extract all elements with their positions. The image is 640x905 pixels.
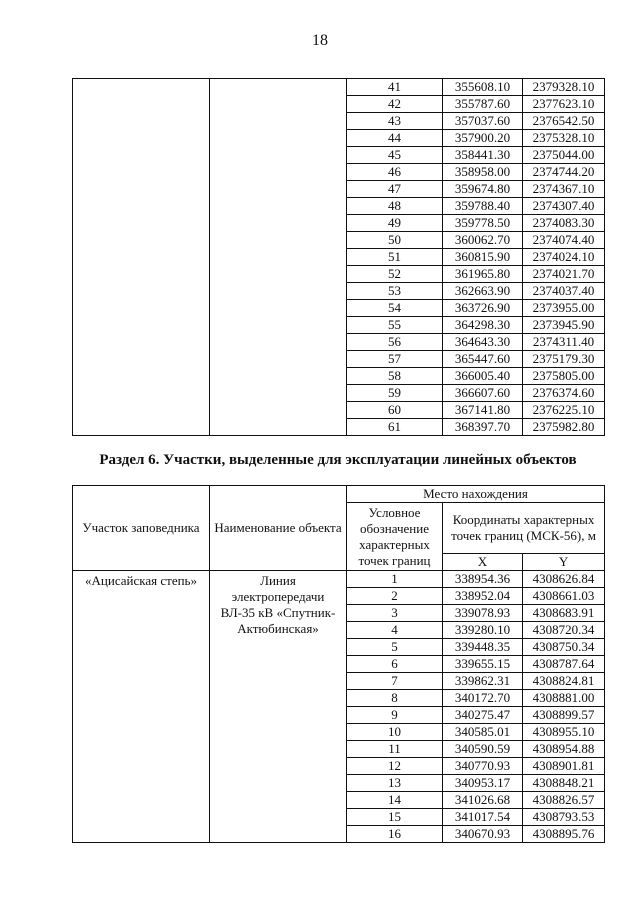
y-coordinate: 2379328.10: [523, 79, 605, 96]
linear-objects-table: [72, 485, 605, 843]
point-number: 41: [347, 79, 443, 96]
x-coordinate: 340770.93: [443, 758, 523, 775]
x-coordinate: 359778.50: [443, 215, 523, 232]
x-coordinate: 340953.17: [443, 775, 523, 792]
y-coordinate: 4308895.76: [523, 826, 605, 843]
x-coordinate: 340590.59: [443, 741, 523, 758]
point-number: 61: [347, 419, 443, 436]
header-object: Наименование объекта: [210, 486, 347, 571]
y-coordinate: 4308787.64: [523, 656, 605, 673]
x-coordinate: 368397.70: [443, 419, 523, 436]
x-coordinate: 358958.00: [443, 164, 523, 181]
y-coordinate: 4308954.88: [523, 741, 605, 758]
y-coordinate: 2375982.80: [523, 419, 605, 436]
y-coordinate: 2374311.40: [523, 334, 605, 351]
header-x: X: [443, 554, 523, 571]
point-number: 2: [347, 588, 443, 605]
x-coordinate: 339448.35: [443, 639, 523, 656]
point-number: 54: [347, 300, 443, 317]
x-coordinate: 339078.93: [443, 605, 523, 622]
plot-cell: [73, 79, 210, 436]
point-number: 47: [347, 181, 443, 198]
point-number: 59: [347, 385, 443, 402]
x-coordinate: 367141.80: [443, 402, 523, 419]
x-coordinate: 366607.60: [443, 385, 523, 402]
y-coordinate: 4308955.10: [523, 724, 605, 741]
x-coordinate: 364298.30: [443, 317, 523, 334]
point-number: 53: [347, 283, 443, 300]
x-coordinate: 359674.80: [443, 181, 523, 198]
header-y: Y: [523, 554, 605, 571]
x-coordinate: 364643.30: [443, 334, 523, 351]
y-coordinate: 2376542.50: [523, 113, 605, 130]
y-coordinate: 4308661.03: [523, 588, 605, 605]
x-coordinate: 338954.36: [443, 571, 523, 588]
y-coordinate: 2374307.40: [523, 198, 605, 215]
x-coordinate: 341017.54: [443, 809, 523, 826]
y-coordinate: 4308720.34: [523, 622, 605, 639]
point-number: 43: [347, 113, 443, 130]
point-number: 55: [347, 317, 443, 334]
y-coordinate: 4308793.53: [523, 809, 605, 826]
table-row: [73, 571, 605, 588]
x-coordinate: 355608.10: [443, 79, 523, 96]
point-number: 46: [347, 164, 443, 181]
x-coordinate: 341026.68: [443, 792, 523, 809]
x-coordinate: 339862.31: [443, 673, 523, 690]
x-coordinate: 366005.40: [443, 368, 523, 385]
y-coordinate: 2374083.30: [523, 215, 605, 232]
y-coordinate: 2374024.10: [523, 249, 605, 266]
x-coordinate: 340275.47: [443, 707, 523, 724]
point-number: 44: [347, 130, 443, 147]
y-coordinate: 2375805.00: [523, 368, 605, 385]
x-coordinate: 363726.90: [443, 300, 523, 317]
header-location: Место нахождения: [347, 486, 605, 503]
section-heading: Раздел 6. Участки, выделенные для эксплуатации линейных объектов: [99, 452, 577, 468]
point-number: 3: [347, 605, 443, 622]
y-coordinate: 4308881.00: [523, 690, 605, 707]
x-coordinate: 360815.90: [443, 249, 523, 266]
x-coordinate: 339280.10: [443, 622, 523, 639]
y-coordinate: 4308899.57: [523, 707, 605, 724]
page-number: 18: [312, 32, 328, 49]
point-number: 49: [347, 215, 443, 232]
x-coordinate: 365447.60: [443, 351, 523, 368]
y-coordinate: 4308901.81: [523, 758, 605, 775]
coordinates-table-continued: [72, 78, 605, 436]
point-number: 8: [347, 690, 443, 707]
point-number: 45: [347, 147, 443, 164]
y-coordinate: 2375179.30: [523, 351, 605, 368]
point-number: 15: [347, 809, 443, 826]
plot-name: «Ацисайская степь»: [73, 571, 210, 843]
x-coordinate: 361965.80: [443, 266, 523, 283]
point-number: 1: [347, 571, 443, 588]
y-coordinate: 4308750.34: [523, 639, 605, 656]
point-number: 5: [347, 639, 443, 656]
y-coordinate: 4308848.21: [523, 775, 605, 792]
y-coordinate: 4308826.57: [523, 792, 605, 809]
x-coordinate: 338952.04: [443, 588, 523, 605]
y-coordinate: 2375044.00: [523, 147, 605, 164]
x-coordinate: 340585.01: [443, 724, 523, 741]
y-coordinate: 2376374.60: [523, 385, 605, 402]
point-number: 56: [347, 334, 443, 351]
object-cell: [210, 79, 347, 436]
y-coordinate: 2377623.10: [523, 96, 605, 113]
point-number: 13: [347, 775, 443, 792]
point-number: 12: [347, 758, 443, 775]
x-coordinate: 340172.70: [443, 690, 523, 707]
point-number: 11: [347, 741, 443, 758]
y-coordinate: 2373955.00: [523, 300, 605, 317]
x-coordinate: 358441.30: [443, 147, 523, 164]
point-number: 16: [347, 826, 443, 843]
point-number: 51: [347, 249, 443, 266]
y-coordinate: 4308683.91: [523, 605, 605, 622]
x-coordinate: 357900.20: [443, 130, 523, 147]
x-coordinate: 357037.60: [443, 113, 523, 130]
x-coordinate: 360062.70: [443, 232, 523, 249]
y-coordinate: 2376225.10: [523, 402, 605, 419]
point-number: 42: [347, 96, 443, 113]
y-coordinate: 2375328.10: [523, 130, 605, 147]
x-coordinate: 362663.90: [443, 283, 523, 300]
point-number: 60: [347, 402, 443, 419]
object-name: Линия электропередачи ВЛ-35 кВ «Спутник-Актюбинская»: [210, 571, 347, 843]
x-coordinate: 355787.60: [443, 96, 523, 113]
y-coordinate: 2374074.40: [523, 232, 605, 249]
y-coordinate: 4308824.81: [523, 673, 605, 690]
point-number: 57: [347, 351, 443, 368]
header-plot: Участок заповедника: [73, 486, 210, 571]
y-coordinate: 2374037.40: [523, 283, 605, 300]
point-number: 4: [347, 622, 443, 639]
x-coordinate: 339655.15: [443, 656, 523, 673]
header-coordinates: Координаты характерных точек границ (МСК-56), м: [443, 503, 605, 554]
point-number: 48: [347, 198, 443, 215]
point-number: 10: [347, 724, 443, 741]
x-coordinate: 340670.93: [443, 826, 523, 843]
point-number: 9: [347, 707, 443, 724]
point-number: 14: [347, 792, 443, 809]
point-number: 52: [347, 266, 443, 283]
y-coordinate: 2374744.20: [523, 164, 605, 181]
table-row: [73, 79, 605, 96]
y-coordinate: 2374021.70: [523, 266, 605, 283]
point-number: 7: [347, 673, 443, 690]
y-coordinate: 2374367.10: [523, 181, 605, 198]
y-coordinate: 2373945.90: [523, 317, 605, 334]
y-coordinate: 4308626.84: [523, 571, 605, 588]
point-number: 50: [347, 232, 443, 249]
point-number: 58: [347, 368, 443, 385]
point-number: 6: [347, 656, 443, 673]
x-coordinate: 359788.40: [443, 198, 523, 215]
header-point-designation: Условное обозначение характерных точек границ: [347, 503, 443, 571]
